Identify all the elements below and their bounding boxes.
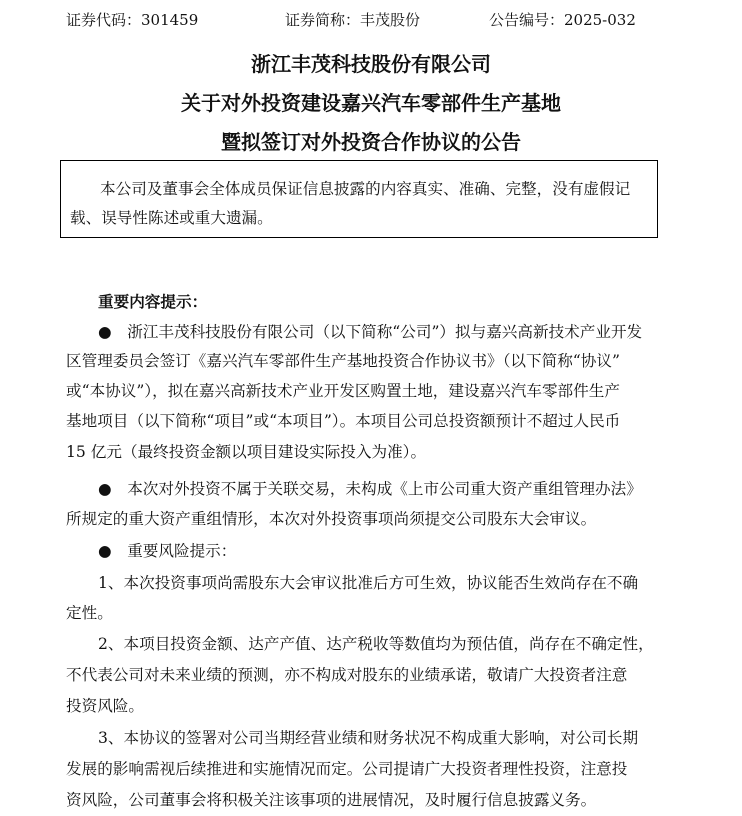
key-points-heading: 重要内容提示： [98, 293, 208, 311]
paragraph-line: 所规定的重大资产重组情形，本次对外投资事项尚须提交公司股东大会审议。 [66, 510, 597, 528]
company-name-title: 浙江丰茂科技股份有限公司 [251, 52, 491, 76]
risk-line: 投资风险。 [66, 697, 144, 715]
paragraph-line: 基地项目（以下简称“项目”或“本项目”）。本项目公司总投资额预计不超过人民币 [66, 412, 621, 430]
stock-code: 证券代码：301459 [66, 11, 199, 29]
risk-heading: ● 重要风险提示： [98, 542, 237, 560]
stock-abbreviation: 证券简称：丰茂股份 [285, 11, 421, 29]
paragraph-line: 或“本协议”），拟在嘉兴高新技术产业开发区购置土地，建设嘉兴汽车零部件生产 [66, 382, 620, 400]
disclaimer-line: 本公司及董事会全体成员保证信息披露的内容真实、准确、完整，没有虚假记 [100, 180, 631, 198]
risk-line: 2、本项目投资金额、达产产值、达产税收等数值均为预估值，尚存在不确定性， [98, 635, 654, 653]
announcement-title-line-2: 关于对外投资建设嘉兴汽车零部件生产基地 [181, 91, 561, 115]
paragraph-line: ● 本次对外投资不属于关联交易，未构成《上市公司重大资产重组管理办法》 [98, 480, 642, 498]
disclaimer-line: 载、误导性陈述或重大遗漏。 [70, 209, 273, 227]
paragraph-line: ● 浙江丰茂科技股份有限公司（以下简称“公司”）拟与嘉兴高新技术产业开发 [98, 323, 643, 341]
paragraph-line: 区管理委员会签订《嘉兴汽车零部件生产基地投资合作协议书》（以下简称“协议” [66, 352, 620, 370]
risk-line: 发展的影响需视后续推进和实施情况而定。公司提请广大投资者理性投资，注意投 [66, 760, 628, 778]
risk-line: 定性。 [66, 604, 113, 622]
paragraph-line: 15 亿元（最终投资金额以项目建设实际投入为准）。 [66, 443, 427, 461]
announcement-number: 公告编号：2025-032 [489, 11, 636, 29]
risk-line: 1、本次投资事项尚需股东大会审议批准后方可生效，协议能否生效尚存在不确 [98, 574, 639, 592]
risk-line: 资风险，公司董事会将积极关注该事项的进展情况，及时履行信息披露义务。 [66, 791, 597, 809]
risk-line: 3、本协议的签署对公司当期经营业绩和财务状况不构成重大影响，对公司长期 [98, 729, 639, 747]
announcement-title-line-3: 暨拟签订对外投资合作协议的公告 [221, 130, 521, 154]
risk-line: 不代表公司对未来业绩的预测，亦不构成对股东的业绩承诺，敬请广大投资者注意 [66, 666, 628, 684]
